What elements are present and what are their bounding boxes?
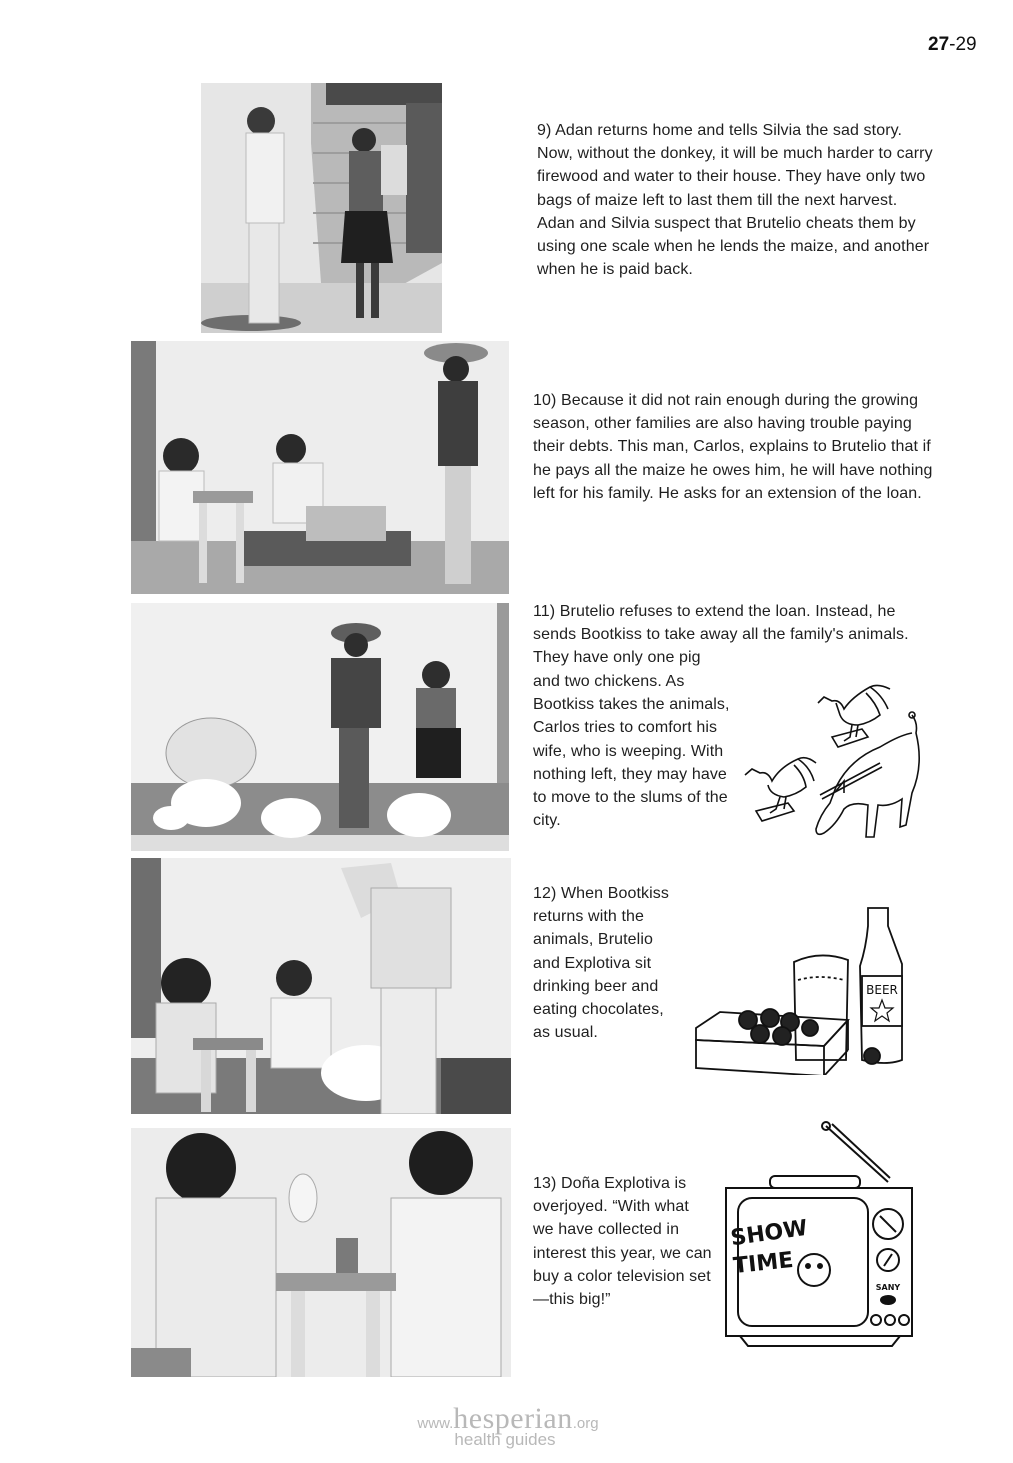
tv-button-icon <box>871 1315 881 1325</box>
caption-panel-12 <box>533 882 683 1044</box>
photo-panel-10 <box>131 341 509 594</box>
caption-panel-11-continued <box>533 670 733 832</box>
caption-text: 12) When Bootkiss returns with the animals, Brutelio and Explotiva sit drinking beer and eating chocolates, as usual. <box>533 885 669 1042</box>
photo-panel-9 <box>201 83 442 333</box>
caption-text-wide: 11) Brutelio refuses to extend the loan. Instead, he sends Bootkiss to take away all the family's animals. They have only one pig <box>533 603 909 667</box>
caption-panel-13 <box>533 1172 713 1311</box>
photo-panel-13 <box>131 1128 511 1377</box>
caption-text: 10) Because it did not rain enough during the growing season, other families are also having trouble paying their debts. This man, Carlos, explains to Brutelio that if he pays all the maize he owes him, he will have nothing left for his family. He asks for an extension of the loan. <box>533 392 933 502</box>
pig-icon <box>816 712 919 837</box>
footer-watermark <box>388 1402 628 1449</box>
tv-screen-text-show: SHOW <box>729 1215 810 1252</box>
caption-panel-11 <box>533 600 933 670</box>
photo-panel-12 <box>131 858 511 1114</box>
tv-brand: SANY <box>875 1283 901 1292</box>
footer-url-suffix: .org <box>572 1415 599 1432</box>
chocolate-box-icon <box>696 1009 880 1075</box>
photo-carlos-brutelio <box>131 341 509 594</box>
photo-bootkiss-returns <box>131 858 511 1114</box>
caption-text-narrow: and two chickens. As Bootkiss takes the animals, Carlos tries to comfort his wife, who is weeping. With nothing left, they may have to move to the slums of the city. <box>533 673 730 830</box>
bottle-label: BEER <box>866 983 898 997</box>
page-number <box>928 34 977 56</box>
tv-handle <box>770 1176 860 1188</box>
chicken-icon <box>745 758 816 821</box>
footer-tagline: health guides <box>454 1430 556 1449</box>
caption-panel-10 <box>533 389 933 505</box>
page-number-page: -29 <box>949 34 977 55</box>
caption-text: 9) Adan returns home and tells Silvia the sad story. Now, without the donkey, it will be much harder to carry firewood and water to their house. They have only two bags of maize left to last them till the next harvest. Adan and Silvia suspect that Brutelio cheats them by using one scale when he lends the maize, and another when he is paid back. <box>537 122 933 279</box>
caption-panel-9 <box>537 119 937 281</box>
tv-button-icon <box>885 1315 895 1325</box>
pig-and-chickens-illustration <box>740 675 932 865</box>
photo-bootkiss-chickens <box>131 603 509 851</box>
tv-screen-text-time: TIME <box>732 1247 795 1280</box>
chicken-icon <box>818 685 890 747</box>
chickens-and-pig-drawing <box>740 675 932 865</box>
tv-button-icon <box>899 1315 909 1325</box>
page-number-chapter: 27 <box>928 34 950 55</box>
beer-bottle-icon <box>860 908 902 1063</box>
photo-explotiva-overjoyed <box>131 1128 511 1377</box>
beer-chocolates-drawing <box>690 900 918 1075</box>
beer-and-chocolates-illustration <box>690 900 918 1075</box>
photo-adan-silvia <box>201 83 442 333</box>
caption-text: 13) Doña Explotiva is overjoyed. “With what we have collected in interest this year, we can buy a color television set—this big!” <box>533 1175 712 1309</box>
footer-brand: hesperian <box>453 1402 573 1435</box>
footer-url-prefix: www. <box>417 1415 454 1432</box>
television-illustration <box>720 1120 916 1352</box>
antenna-icon <box>822 1122 890 1182</box>
photo-panel-11 <box>131 603 509 851</box>
tv-drawing <box>720 1120 916 1352</box>
